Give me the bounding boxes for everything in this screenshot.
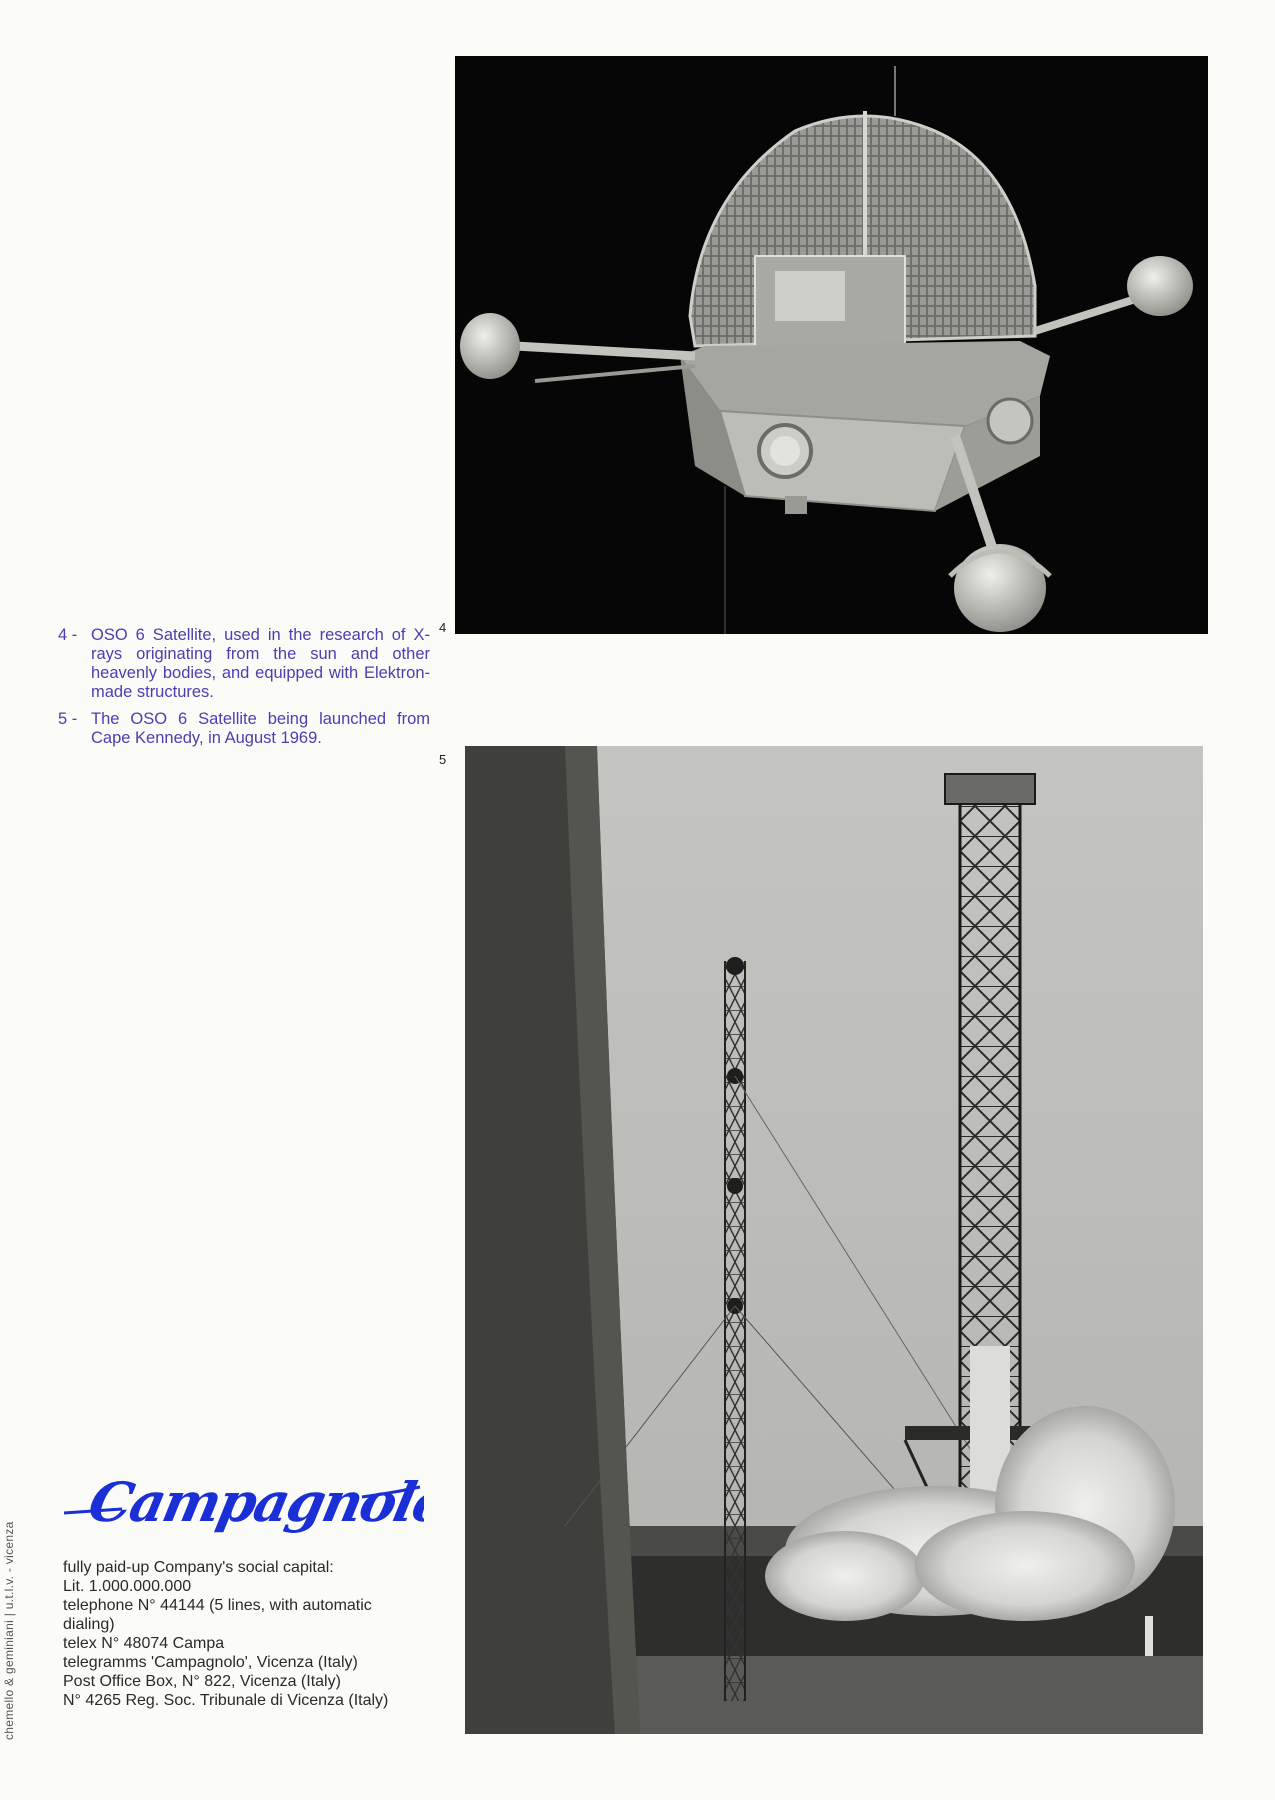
satellite-photo: [455, 56, 1208, 634]
captions: [58, 626, 430, 756]
launch-illustration: [465, 746, 1203, 1734]
launch-photo: [465, 746, 1203, 1734]
company-line: telegramms 'Campagnolo', Vicenza (Italy): [63, 1654, 358, 1671]
printer-credit: chemello & geminiani | u.t.l.v. - vicenza: [2, 1521, 16, 1740]
campagnolo-logo-mark: [62, 1455, 424, 1545]
caption-4: [58, 626, 430, 702]
campagnolo-logo: [62, 1455, 424, 1545]
company-info: [63, 1558, 423, 1710]
caption-number: 4 -: [58, 626, 78, 644]
company-line: telex N° 48074 Campa: [63, 1635, 225, 1652]
figure-number-5: 5: [439, 752, 447, 767]
company-line: telephone N° 44144 (5 lines, with automatic dialing): [63, 1597, 372, 1633]
caption-text: The OSO 6 Satellite being launched from Cape Kennedy, in August 1969.: [91, 710, 430, 747]
svg-text:Campagnolo: Campagnolo: [83, 1470, 424, 1534]
caption-text: OSO 6 Satellite, used in the research of X-rays originating from the sun and other heavenly bodies, and equipped with Elektron-made structures.: [91, 626, 430, 701]
company-line: N° 4265 Reg. Soc. Tribunale di Vicenza (Italy): [63, 1692, 389, 1709]
caption-number: 5 -: [58, 710, 78, 728]
company-line: fully paid-up Company's social capital:: [63, 1559, 334, 1576]
company-line: Post Office Box, N° 822, Vicenza (Italy): [63, 1673, 341, 1690]
company-line: Lit. 1.000.000.000: [63, 1578, 192, 1595]
satellite-illustration: [455, 56, 1208, 634]
caption-5: [58, 710, 430, 748]
figure-number-4: 4: [439, 620, 447, 635]
